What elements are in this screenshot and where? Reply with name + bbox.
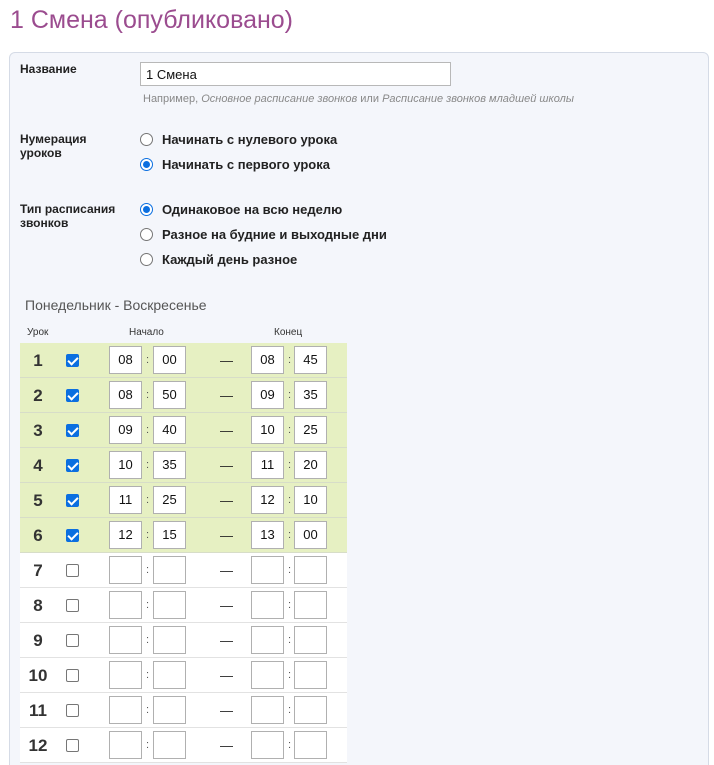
time-colon: : [146, 529, 150, 541]
lesson-row [20, 588, 347, 623]
lesson-number: 12 [28, 736, 48, 755]
end-minute-input[interactable]: 25 [294, 416, 327, 444]
radio-schedule-each-day[interactable] [140, 251, 297, 267]
lesson-row [20, 553, 347, 588]
range-dash: — [220, 633, 233, 648]
lesson-number: 8 [33, 596, 43, 615]
start-minute-input[interactable]: 15 [153, 521, 186, 549]
hint-example-1: Основное расписание звонков [201, 93, 358, 105]
time-colon: : [146, 424, 150, 436]
start-minute-input[interactable]: 40 [153, 416, 186, 444]
time-colon: : [288, 354, 292, 366]
days-title: Понедельник - Воскресенье [25, 297, 207, 313]
lesson-enabled-checkbox[interactable] [66, 459, 79, 472]
end-minute-input[interactable] [294, 591, 327, 619]
time-colon: : [288, 634, 292, 646]
numbering-label [20, 132, 87, 160]
end-hour-input[interactable] [251, 626, 284, 654]
end-hour-input[interactable]: 12 [251, 486, 284, 514]
lesson-enabled-checkbox[interactable] [66, 424, 79, 437]
name-hint [143, 93, 574, 105]
lesson-row [20, 448, 347, 483]
lesson-enabled-checkbox[interactable] [66, 704, 79, 717]
start-minute-input[interactable]: 50 [153, 381, 186, 409]
radio-label: Одинаковое на всю неделю [162, 201, 343, 217]
lesson-enabled-checkbox[interactable] [66, 634, 79, 647]
range-dash: — [220, 458, 233, 473]
start-hour-input[interactable] [109, 696, 142, 724]
hint-or: или [357, 93, 383, 105]
time-colon: : [146, 389, 150, 401]
range-dash: — [220, 563, 233, 578]
lesson-number: 5 [33, 491, 43, 510]
time-colon: : [288, 599, 292, 611]
lesson-enabled-checkbox[interactable] [66, 494, 79, 507]
start-hour-input[interactable]: 08 [109, 346, 142, 374]
lesson-number: 9 [33, 631, 43, 650]
lesson-row [20, 658, 347, 693]
time-colon: : [288, 529, 292, 541]
start-hour-input[interactable]: 09 [109, 416, 142, 444]
lesson-enabled-checkbox[interactable] [66, 529, 79, 542]
numbering-label-line2: уроков [20, 146, 62, 160]
schedule-form-panel [9, 52, 709, 765]
end-minute-input[interactable]: 45 [294, 346, 327, 374]
start-hour-input[interactable]: 10 [109, 451, 142, 479]
start-minute-input[interactable] [153, 731, 186, 759]
start-hour-input[interactable]: 11 [109, 486, 142, 514]
start-hour-input[interactable] [109, 591, 142, 619]
col-head-end: Конец [274, 327, 303, 338]
time-colon: : [146, 739, 150, 751]
lesson-number: 3 [33, 421, 43, 440]
numbering-label-line1: Нумерация [20, 132, 87, 146]
end-hour-input[interactable]: 09 [251, 381, 284, 409]
hint-prefix: Например, [143, 93, 202, 105]
lesson-row [20, 623, 347, 658]
end-minute-input[interactable] [294, 556, 327, 584]
range-dash: — [220, 738, 233, 753]
end-minute-input[interactable]: 10 [294, 486, 327, 514]
schedule-type-label-line1: Тип расписания [20, 202, 116, 216]
start-hour-input[interactable] [109, 626, 142, 654]
radio-schedule-same[interactable] [140, 201, 342, 217]
radio-button[interactable] [140, 203, 153, 216]
radio-label: Разное на будние и выходные дни [162, 226, 387, 242]
name-input[interactable] [140, 62, 451, 86]
time-colon: : [146, 599, 150, 611]
lesson-row [20, 728, 347, 763]
lesson-row [20, 413, 347, 448]
range-dash: — [220, 493, 233, 508]
end-minute-input[interactable] [294, 731, 327, 759]
radio-label: Начинать с нулевого урока [162, 131, 338, 147]
page-title: 1 Смена (опубликовано) [10, 6, 294, 34]
lesson-enabled-checkbox[interactable] [66, 669, 79, 682]
start-minute-input[interactable]: 35 [153, 451, 186, 479]
time-colon: : [288, 459, 292, 471]
end-hour-input[interactable]: 13 [251, 521, 284, 549]
radio-numbering-zero[interactable] [140, 131, 337, 147]
schedule-type-label-line2: звонков [20, 216, 69, 230]
start-hour-input[interactable] [109, 556, 142, 584]
end-hour-input[interactable] [251, 731, 284, 759]
time-colon: : [288, 704, 292, 716]
lesson-enabled-checkbox[interactable] [66, 354, 79, 367]
time-colon: : [146, 669, 150, 681]
start-minute-input[interactable] [153, 626, 186, 654]
time-colon: : [288, 389, 292, 401]
end-hour-input[interactable] [251, 696, 284, 724]
end-minute-input[interactable]: 35 [294, 381, 327, 409]
lesson-number: 7 [33, 561, 43, 580]
end-minute-input[interactable]: 20 [294, 451, 327, 479]
range-dash: — [220, 598, 233, 613]
range-dash: — [220, 703, 233, 718]
lesson-number: 10 [28, 666, 48, 685]
time-colon: : [288, 669, 292, 681]
end-minute-input[interactable] [294, 661, 327, 689]
end-hour-input[interactable] [251, 661, 284, 689]
start-minute-input[interactable] [153, 591, 186, 619]
range-dash: — [220, 528, 233, 543]
time-colon: : [288, 424, 292, 436]
col-head-start: Начало [129, 327, 164, 338]
radio-label: Начинать с первого урока [162, 156, 330, 172]
time-colon: : [146, 564, 150, 576]
radio-button[interactable] [140, 158, 153, 171]
time-colon: : [146, 634, 150, 646]
range-dash: — [220, 353, 233, 368]
range-dash: — [220, 423, 233, 438]
radio-numbering-first[interactable] [140, 156, 330, 172]
time-colon: : [146, 704, 150, 716]
end-hour-input[interactable] [251, 556, 284, 584]
radio-button[interactable] [140, 133, 153, 146]
time-colon: : [288, 564, 292, 576]
radio-schedule-weekday-weekend[interactable] [140, 226, 387, 242]
lesson-number: 2 [33, 386, 43, 405]
lesson-enabled-checkbox[interactable] [66, 599, 79, 612]
hint-example-2: Расписание звонков младшей школы [382, 93, 574, 105]
time-colon: : [146, 354, 150, 366]
radio-button[interactable] [140, 253, 153, 266]
range-dash: — [220, 668, 233, 683]
start-minute-input[interactable]: 25 [153, 486, 186, 514]
lesson-row [20, 343, 347, 378]
start-minute-input[interactable]: 00 [153, 346, 186, 374]
lesson-row [20, 483, 347, 518]
end-minute-input[interactable] [294, 696, 327, 724]
time-colon: : [146, 494, 150, 506]
end-hour-input[interactable]: 08 [251, 346, 284, 374]
col-head-lesson: Урок [27, 327, 49, 338]
start-minute-input[interactable] [153, 661, 186, 689]
radio-label: Каждый день разное [162, 251, 298, 267]
start-minute-input[interactable] [153, 696, 186, 724]
lesson-enabled-checkbox[interactable] [66, 389, 79, 402]
end-hour-input[interactable]: 11 [251, 451, 284, 479]
time-colon: : [288, 494, 292, 506]
end-hour-input[interactable] [251, 591, 284, 619]
range-dash: — [220, 388, 233, 403]
end-minute-input[interactable]: 00 [294, 521, 327, 549]
time-colon: : [288, 739, 292, 751]
start-hour-input[interactable]: 12 [109, 521, 142, 549]
lesson-row [20, 693, 347, 728]
end-minute-input[interactable] [294, 626, 327, 654]
lesson-number: 1 [33, 351, 43, 370]
lesson-number: 6 [33, 526, 43, 545]
radio-button[interactable] [140, 228, 153, 241]
schedule-type-label [20, 202, 115, 230]
lesson-number: 11 [29, 701, 47, 720]
start-minute-input[interactable] [153, 556, 186, 584]
name-label: Название [20, 62, 77, 76]
lesson-row [20, 378, 347, 413]
start-hour-input[interactable]: 08 [109, 381, 142, 409]
lesson-number: 4 [33, 456, 43, 475]
start-hour-input[interactable] [109, 661, 142, 689]
lesson-enabled-checkbox[interactable] [66, 564, 79, 577]
lesson-row [20, 518, 347, 553]
lesson-enabled-checkbox[interactable] [66, 739, 79, 752]
end-hour-input[interactable]: 10 [251, 416, 284, 444]
time-colon: : [146, 459, 150, 471]
start-hour-input[interactable] [109, 731, 142, 759]
